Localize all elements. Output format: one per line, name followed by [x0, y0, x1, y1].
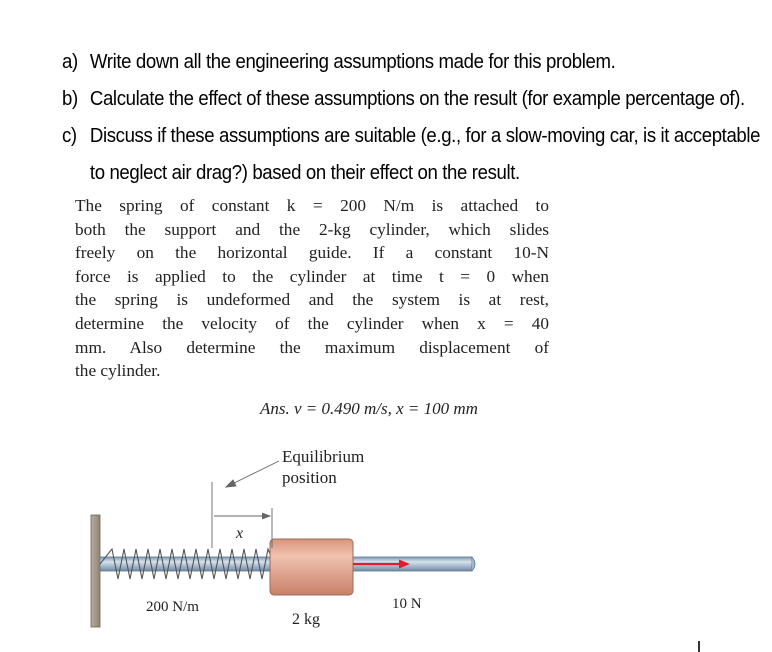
question-text: Write down all the engineering assumptions made for this problem. — [89, 51, 616, 73]
position-label: position — [282, 468, 337, 487]
problem-line: mm. Also determine the maximum displacement of — [75, 337, 549, 357]
x-label: x — [236, 525, 244, 542]
answer-prefix: Ans. — [260, 399, 290, 418]
question-tag: b) — [62, 88, 78, 110]
equilibrium-label: Equilibrium — [282, 447, 365, 466]
problem-line: the cylinder. — [75, 361, 161, 381]
problem-line: both the support and the 2-kg cylinder, which slides — [75, 219, 549, 239]
answer-text: v = 0.490 m/s, x = 100 mm — [294, 399, 478, 418]
problem-line: freely on the horizontal guide. If a constant 10-N — [75, 243, 549, 263]
text-cursor — [698, 641, 700, 652]
problem-line: The spring of constant k = 200 N/m is attached to — [75, 196, 549, 215]
question-text: to neglect air drag?) based on their effect on the result. — [89, 162, 520, 184]
question-text: Calculate the effect of these assumptions on the result (for example percentage of). — [89, 88, 745, 110]
cylinder — [270, 539, 353, 595]
wall — [91, 515, 100, 627]
rod-end — [472, 557, 475, 571]
question-tag: c) — [62, 125, 77, 147]
problem-line: the spring is undeformed and the system is at rest, — [75, 290, 549, 310]
spring-constant-label: 200 N/m — [146, 599, 199, 615]
question-tag: a) — [62, 51, 78, 73]
mass-label: 2 kg — [292, 611, 320, 628]
dimension-lines — [212, 461, 279, 548]
question-text: Discuss if these assumptions are suitable (e.g., for a slow-moving car, is it acceptable — [89, 125, 761, 147]
problem-line: determine the velocity of the cylinder when x = 40 — [75, 313, 549, 333]
force-label: 10 N — [392, 596, 422, 612]
problem-line: force is applied to the cylinder at time t = 0 when — [75, 266, 549, 286]
